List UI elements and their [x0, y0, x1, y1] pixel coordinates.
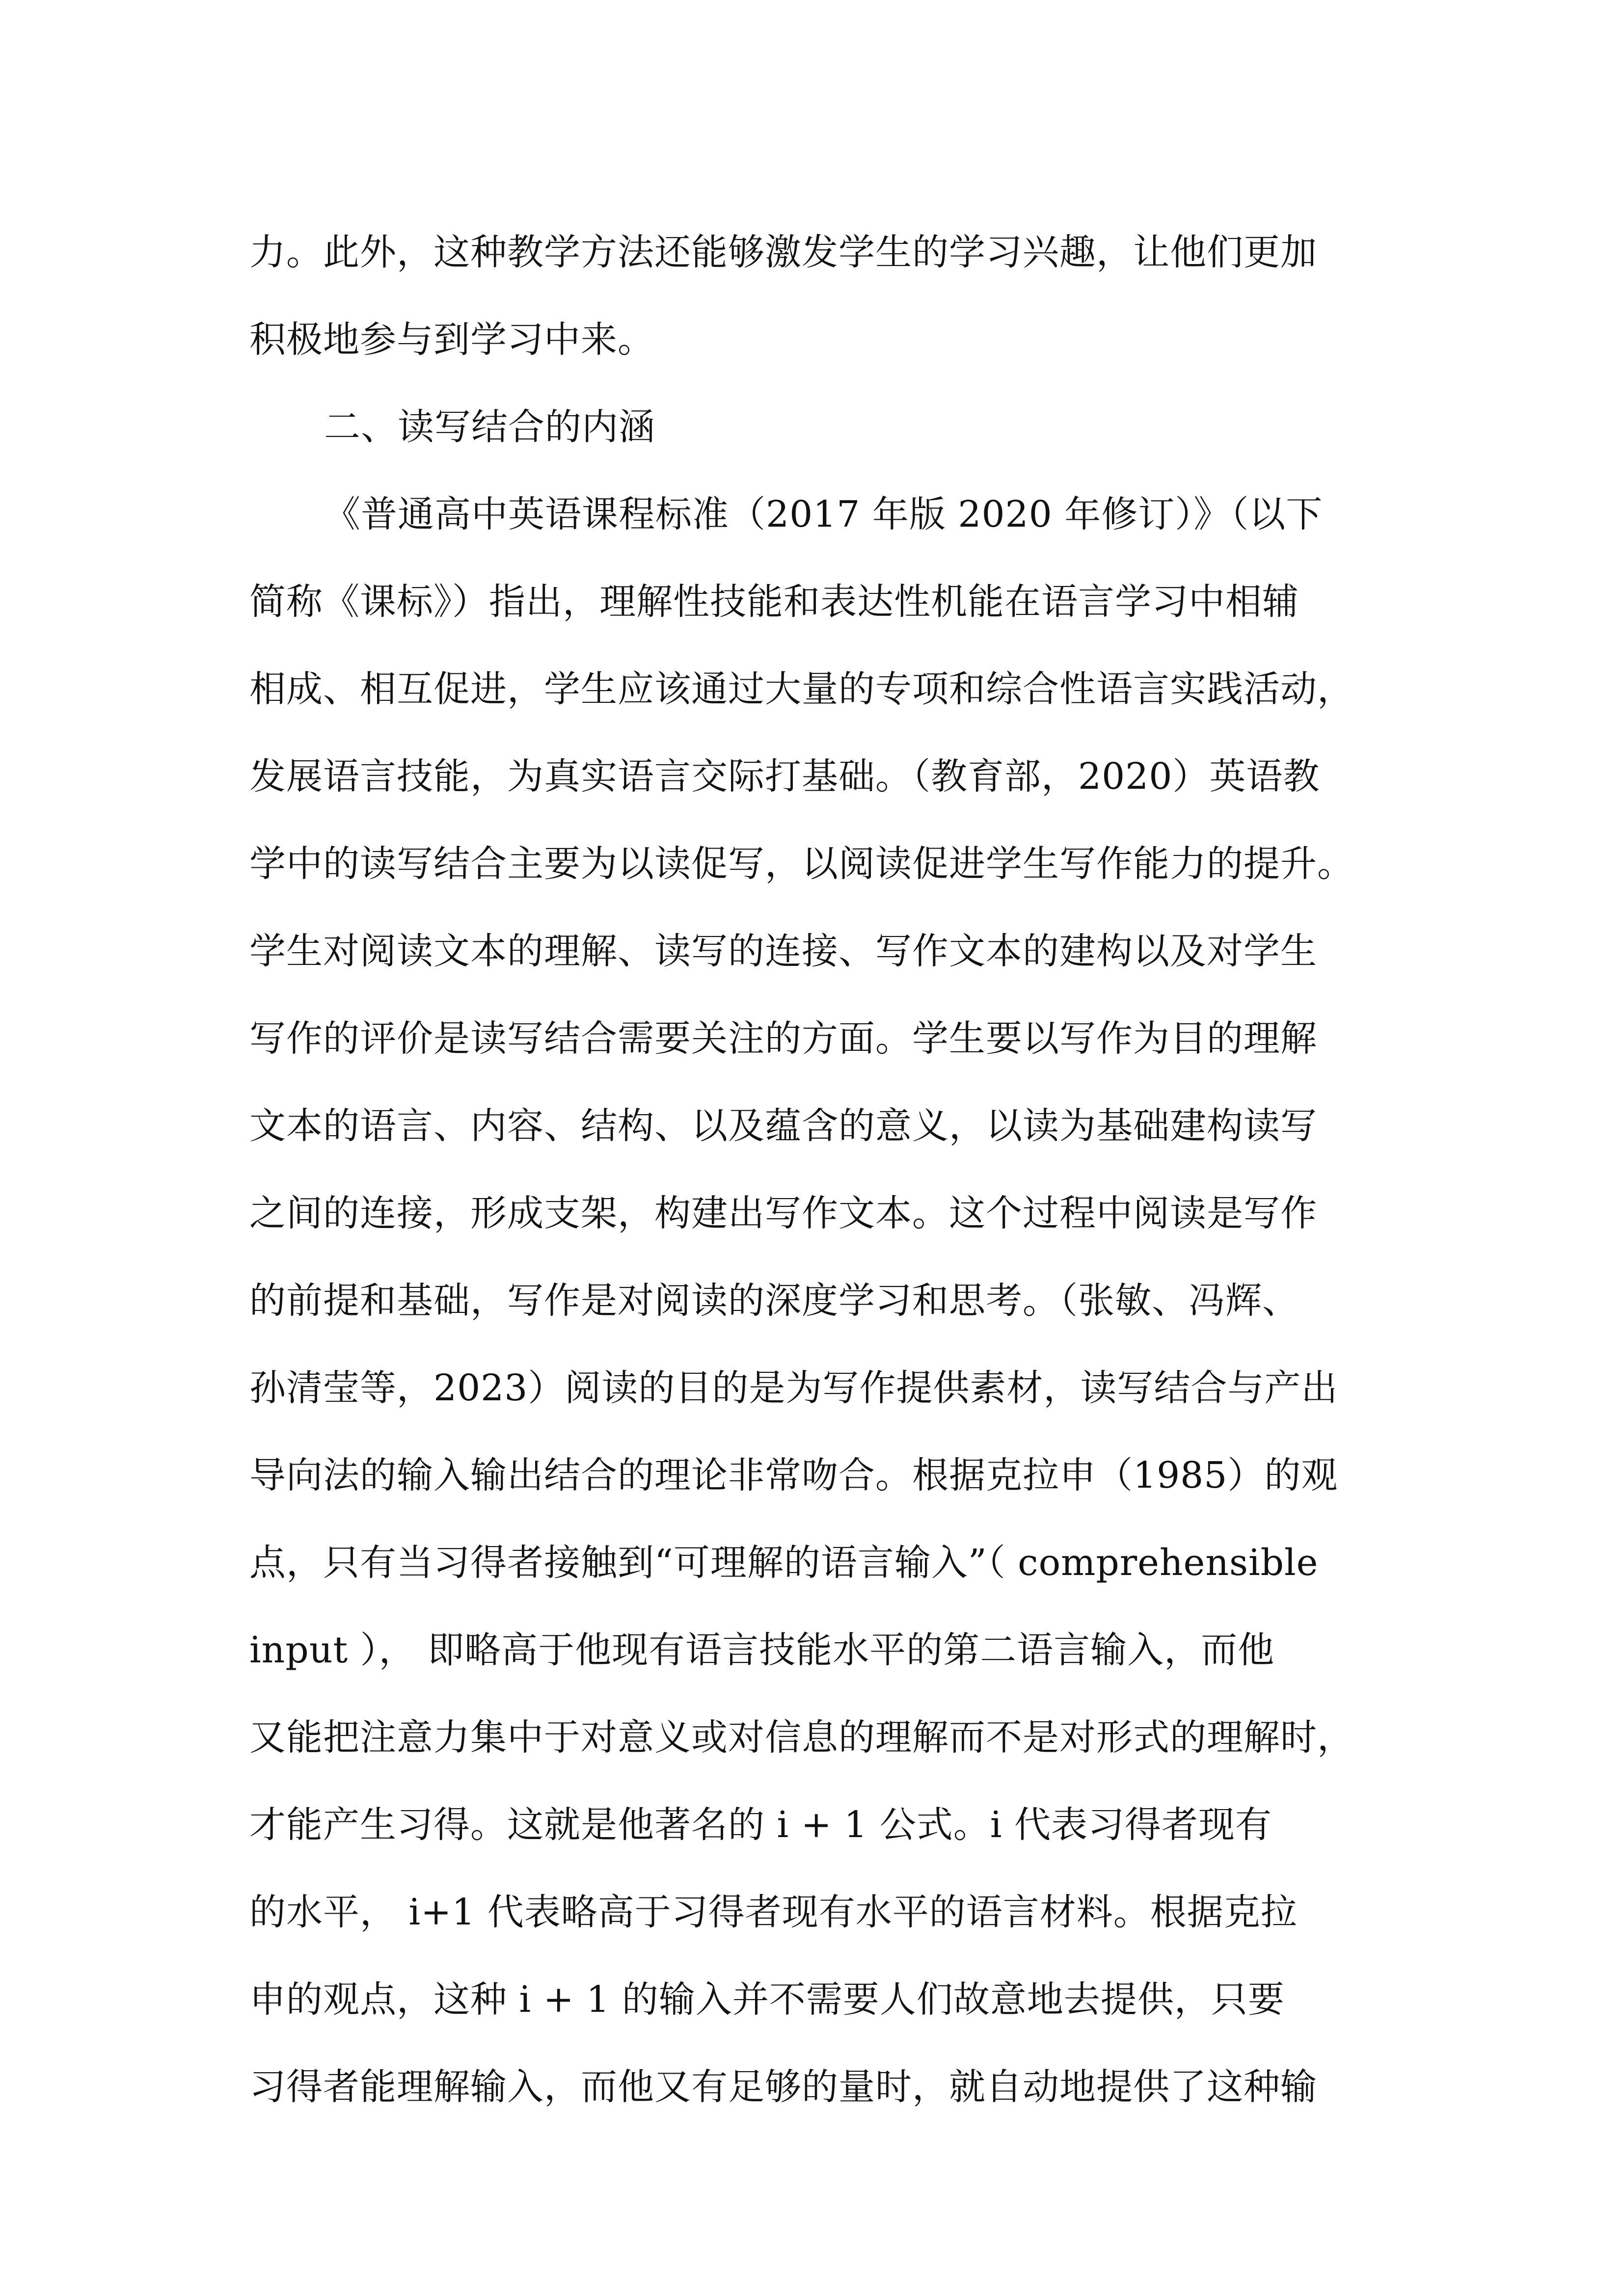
text-line: 简称《课标》）指出，理解性技能和表达性机能在语言学习中相辅 [249, 581, 1299, 623]
text-line: 申的观点，这种 i + 1 的输入并不需要人们故意地去提供，只要 [249, 1978, 1285, 2021]
text-line: 写作的评价是读写结合需要关注的方面。学生要以写作为目的理解 [249, 1017, 1317, 1060]
document-body [249, 209, 1379, 2131]
text-line: 点，只有当习得者接触到“可理解的语言输入”（ comprehensible [249, 1542, 1319, 1584]
text-line: 发展语言技能，为真实语言交际打基础。（教育部，2020）英语教 [249, 755, 1320, 798]
text-line: 文本的语言、内容、结构、以及蕴含的意义，以读为基础建构读写 [249, 1105, 1317, 1147]
text-line: 学生对阅读文本的理解、读写的连接、写作文本的建构以及对学生 [249, 930, 1317, 972]
text-line: 《普通高中英语课程标准（2017 年版 2020 年修订）》（以下 [324, 493, 1323, 535]
text-line: 的前提和基础，写作是对阅读的深度学习和思考。（张敏、冯辉、 [249, 1280, 1299, 1322]
text-line: 才能产生习得。这就是他著名的 i + 1 公式。i 代表习得者现有 [249, 1804, 1272, 1846]
text-line: 孙清莹等，2023）阅读的目的是为写作提供素材，读写结合与产出 [249, 1367, 1338, 1409]
text-line: 的水平， i+1 代表略高于习得者现有水平的语言材料。根据克拉 [249, 1891, 1298, 1933]
text-line: 积极地参与到学习中来。 [249, 319, 654, 361]
text-line: 相成、相互促进，学生应该通过大量的专项和综合性语言实践活动， [249, 668, 1354, 710]
text-line: 习得者能理解输入，而他又有足够的量时，就自动地提供了这种输 [249, 2066, 1317, 2108]
text-line: 学中的读写结合主要为以读促写，以阅读促进学生写作能力的提升。 [249, 843, 1354, 885]
text-line: 又能把注意力集中于对意义或对信息的理解而不是对形式的理解时， [249, 1716, 1354, 1759]
text-line: input ）， 即略高于他现有语言技能水平的第二语言输入，而他 [249, 1629, 1275, 1671]
section-heading: 二、读写结合的内涵 [324, 406, 655, 448]
text-line: 之间的连接，形成支架，构建出写作文本。这个过程中阅读是写作 [249, 1192, 1317, 1234]
text-line: 力。此外，这种教学方法还能够激发学生的学习兴趣，让他们更加 [249, 231, 1317, 273]
text-line: 导向法的输入输出结合的理论非常吻合。根据克拉申（1985）的观 [249, 1454, 1338, 1496]
